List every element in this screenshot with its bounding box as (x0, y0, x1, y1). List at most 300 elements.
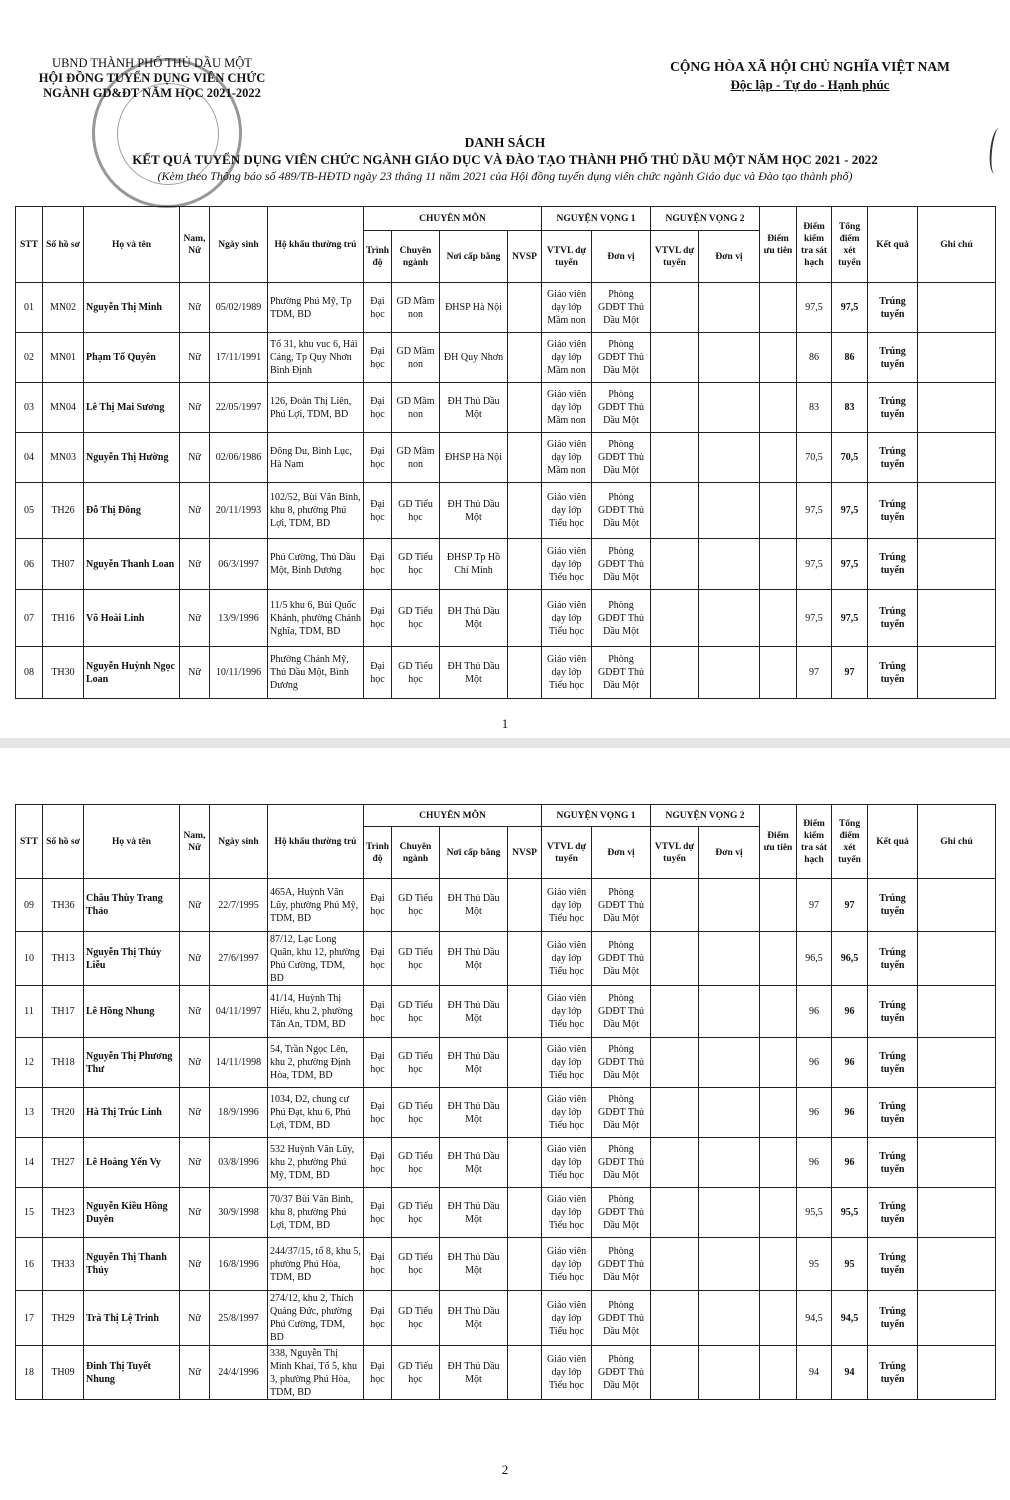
table-row (16, 1088, 996, 1138)
ket-qua-cell: Trúng tuyển (868, 539, 918, 590)
nvsp-cell (508, 879, 542, 932)
ket-qua-cell: Trúng tuyển (868, 1038, 918, 1088)
noi-cap-bang-cell: ĐH Thủ Dầu Một (440, 383, 508, 433)
col-so-ho-so: Số hồ sơ (43, 805, 84, 879)
so-ho-so-cell: MN03 (43, 433, 84, 483)
diem-uu-tien-cell (760, 383, 797, 433)
noi-cap-bang-cell: ĐH Thủ Dầu Một (440, 1038, 508, 1088)
chuyen-nganh-cell: GD Tiểu học (392, 1291, 440, 1346)
ket-qua-cell: Trúng tuyển (868, 647, 918, 699)
birthdate-cell: 05/02/1989 (210, 283, 268, 333)
table-row (16, 879, 996, 932)
vtvl-1-cell: Giáo viên dạy lớp Tiểu học (542, 590, 592, 647)
ket-qua-cell: Trúng tuyển (868, 879, 918, 932)
col-don-vi-2: Đơn vị (699, 827, 760, 879)
chuyen-nganh-cell: GD Tiểu học (392, 1188, 440, 1238)
don-vi-2-cell (699, 1291, 760, 1346)
ket-qua-cell: Trúng tuyển (868, 1088, 918, 1138)
gender-cell: Nữ (180, 932, 210, 986)
birthdate-cell: 22/7/1995 (210, 879, 268, 932)
col-diem-uu-tien: Điểm ưu tiên (760, 207, 797, 283)
tong-diem-cell: 86 (832, 333, 868, 383)
table-row (16, 1291, 996, 1346)
col-nam-nu: Nam, Nữ (180, 207, 210, 283)
diem-uu-tien-cell (760, 283, 797, 333)
chuyen-nganh-cell: GD Tiểu học (392, 1138, 440, 1188)
diem-uu-tien-cell (760, 932, 797, 986)
ket-qua-cell: Trúng tuyển (868, 1238, 918, 1291)
don-vi-1-cell: Phòng GDĐT Thủ Dầu Một (592, 879, 651, 932)
diem-uu-tien-cell (760, 1291, 797, 1346)
nvsp-cell (508, 333, 542, 383)
gender-cell: Nữ (180, 590, 210, 647)
birthdate-cell: 02/06/1986 (210, 433, 268, 483)
ghi-chu-cell (918, 433, 996, 483)
so-ho-so-cell: TH27 (43, 1138, 84, 1188)
diem-kiem-tra-cell: 97,5 (797, 539, 832, 590)
nvsp-cell (508, 647, 542, 699)
vtvl-2-cell (651, 647, 699, 699)
address-cell: 274/12, khu 2, Thích Quảng Đức, phường Phú Cường, TDM, BD (268, 1291, 364, 1346)
national-motto-line-2: Độc lập - Tự do - Hạnh phúc (730, 77, 890, 92)
table-row (16, 1238, 996, 1291)
col-ho-ten: Họ và tên (84, 805, 180, 879)
trinh-do-cell: Đại học (364, 1238, 392, 1291)
noi-cap-bang-cell: ĐH Thủ Dầu Một (440, 1188, 508, 1238)
name-cell: Nguyễn Thanh Loan (84, 539, 180, 590)
tong-diem-cell: 94 (832, 1346, 868, 1400)
diem-kiem-tra-cell: 95,5 (797, 1188, 832, 1238)
stt-cell: 05 (16, 483, 43, 539)
gender-cell: Nữ (180, 283, 210, 333)
col-vtvl-1: VTVL dự tuyển (542, 231, 592, 283)
document-title (40, 135, 970, 185)
page-number: 1 (501, 716, 509, 731)
col-ket-qua: Kết quả (868, 805, 918, 879)
ghi-chu-cell (918, 283, 996, 333)
ghi-chu-cell (918, 986, 996, 1038)
noi-cap-bang-cell: ĐH Thủ Dầu Một (440, 986, 508, 1038)
trinh-do-cell: Đại học (364, 1038, 392, 1088)
vtvl-1-cell: Giáo viên dạy lớp Tiểu học (542, 879, 592, 932)
don-vi-2-cell (699, 383, 760, 433)
name-cell: Nguyễn Kiều Hồng Duyên (84, 1188, 180, 1238)
tong-diem-cell: 97 (832, 879, 868, 932)
col-so-ho-so: Số hồ sơ (43, 207, 84, 283)
col-group-nguyen-vong-1: NGUYỆN VỌNG 1 (542, 805, 651, 827)
noi-cap-bang-cell: ĐHSP Tp Hồ Chí Minh (440, 539, 508, 590)
trinh-do-cell: Đại học (364, 1088, 392, 1138)
don-vi-2-cell (699, 1346, 760, 1400)
col-diem-kiem-tra: Điểm kiểm tra sát hạch (797, 805, 832, 879)
nvsp-cell (508, 1238, 542, 1291)
ghi-chu-cell (918, 1346, 996, 1400)
col-nvsp: NVSP (508, 827, 542, 879)
birthdate-cell: 04/11/1997 (210, 986, 268, 1038)
gender-cell: Nữ (180, 647, 210, 699)
ket-qua-cell: Trúng tuyển (868, 433, 918, 483)
document-page-1 (0, 0, 1010, 738)
diem-kiem-tra-cell: 94,5 (797, 1291, 832, 1346)
ghi-chu-cell (918, 879, 996, 932)
table-row (16, 932, 996, 986)
noi-cap-bang-cell: ĐH Thủ Dầu Một (440, 483, 508, 539)
table-row (16, 1346, 996, 1400)
birthdate-cell: 27/6/1997 (210, 932, 268, 986)
birthdate-cell: 22/05/1997 (210, 383, 268, 433)
table-row (16, 1038, 996, 1088)
issuer-line-2: HỘI ĐỒNG TUYỂN DỤNG VIÊN CHỨC (38, 71, 266, 85)
diem-kiem-tra-cell: 97,5 (797, 590, 832, 647)
don-vi-2-cell (699, 333, 760, 383)
stt-cell: 16 (16, 1238, 43, 1291)
chuyen-nganh-cell: GD Tiểu học (392, 879, 440, 932)
stt-cell: 07 (16, 590, 43, 647)
don-vi-1-cell: Phòng GDĐT Thủ Dầu Một (592, 283, 651, 333)
name-cell: Lê Hoàng Yến Vy (84, 1138, 180, 1188)
birthdate-cell: 06/3/1997 (210, 539, 268, 590)
gender-cell: Nữ (180, 1291, 210, 1346)
don-vi-2-cell (699, 1038, 760, 1088)
nvsp-cell (508, 383, 542, 433)
vtvl-2-cell (651, 1088, 699, 1138)
trinh-do-cell: Đại học (364, 1291, 392, 1346)
noi-cap-bang-cell: ĐH Thủ Dầu Một (440, 590, 508, 647)
ghi-chu-cell (918, 647, 996, 699)
diem-uu-tien-cell (760, 333, 797, 383)
don-vi-2-cell (699, 590, 760, 647)
don-vi-2-cell (699, 1138, 760, 1188)
trinh-do-cell: Đại học (364, 433, 392, 483)
birthdate-cell: 17/11/1991 (210, 333, 268, 383)
tong-diem-cell: 97,5 (832, 539, 868, 590)
birthdate-cell: 14/11/1998 (210, 1038, 268, 1088)
col-vtvl-1: VTVL dự tuyển (542, 827, 592, 879)
stt-cell: 10 (16, 932, 43, 986)
address-cell: 70/37 Bùi Văn Bình, khu 8, phường Phú Lợi, TDM, BD (268, 1188, 364, 1238)
vtvl-2-cell (651, 283, 699, 333)
address-cell: Đông Du, Bình Lục, Hà Nam (268, 433, 364, 483)
ket-qua-cell: Trúng tuyển (868, 383, 918, 433)
nvsp-cell (508, 590, 542, 647)
address-cell: 338, Nguyễn Thị Minh Khai, Tổ 5, khu 3, phường Phú Hòa, TDM, BD (268, 1346, 364, 1400)
table-row (16, 1138, 996, 1188)
stt-cell: 02 (16, 333, 43, 383)
noi-cap-bang-cell: ĐH Thủ Dầu Một (440, 1291, 508, 1346)
ket-qua-cell: Trúng tuyển (868, 483, 918, 539)
results-table-page-1 (15, 206, 996, 699)
col-trinh-do: Trình độ (364, 827, 392, 879)
vtvl-2-cell (651, 539, 699, 590)
table-row (16, 433, 996, 483)
ghi-chu-cell (918, 590, 996, 647)
don-vi-1-cell: Phòng GDĐT Thủ Dầu Một (592, 1188, 651, 1238)
stt-cell: 17 (16, 1291, 43, 1346)
so-ho-so-cell: TH29 (43, 1291, 84, 1346)
nvsp-cell (508, 1188, 542, 1238)
ghi-chu-cell (918, 1188, 996, 1238)
vtvl-1-cell: Giáo viên dạy lớp Mầm non (542, 433, 592, 483)
table-row (16, 383, 996, 433)
so-ho-so-cell: TH36 (43, 879, 84, 932)
noi-cap-bang-cell: ĐH Thủ Dầu Một (440, 1346, 508, 1400)
col-ghi-chu: Ghi chú (918, 207, 996, 283)
tong-diem-cell: 97,5 (832, 483, 868, 539)
don-vi-2-cell (699, 986, 760, 1038)
vtvl-2-cell (651, 879, 699, 932)
stt-cell: 06 (16, 539, 43, 590)
vtvl-1-cell: Giáo viên dạy lớp Tiểu học (542, 986, 592, 1038)
chuyen-nganh-cell: GD Mầm non (392, 333, 440, 383)
tong-diem-cell: 95,5 (832, 1188, 868, 1238)
trinh-do-cell: Đại học (364, 483, 392, 539)
vtvl-1-cell: Giáo viên dạy lớp Tiểu học (542, 1038, 592, 1088)
stt-cell: 09 (16, 879, 43, 932)
diem-kiem-tra-cell: 96 (797, 1138, 832, 1188)
tong-diem-cell: 70,5 (832, 433, 868, 483)
diem-kiem-tra-cell: 97 (797, 647, 832, 699)
vtvl-1-cell: Giáo viên dạy lớp Tiểu học (542, 1238, 592, 1291)
table-row (16, 539, 996, 590)
diem-kiem-tra-cell: 86 (797, 333, 832, 383)
diem-uu-tien-cell (760, 879, 797, 932)
so-ho-so-cell: MN04 (43, 383, 84, 433)
trinh-do-cell: Đại học (364, 283, 392, 333)
so-ho-so-cell: TH23 (43, 1188, 84, 1238)
ghi-chu-cell (918, 1238, 996, 1291)
gender-cell: Nữ (180, 333, 210, 383)
ket-qua-cell: Trúng tuyển (868, 283, 918, 333)
col-chuyen-nganh: Chuyên ngành (392, 231, 440, 283)
tong-diem-cell: 97 (832, 647, 868, 699)
diem-kiem-tra-cell: 95 (797, 1238, 832, 1291)
col-ngay-sinh: Ngày sinh (210, 805, 268, 879)
ghi-chu-cell (918, 1291, 996, 1346)
table-row (16, 986, 996, 1038)
national-header (640, 58, 980, 94)
so-ho-so-cell: TH26 (43, 483, 84, 539)
vtvl-1-cell: Giáo viên dạy lớp Mầm non (542, 283, 592, 333)
col-trinh-do: Trình độ (364, 231, 392, 283)
noi-cap-bang-cell: ĐH Thủ Dầu Một (440, 1238, 508, 1291)
name-cell: Trà Thị Lệ Trinh (84, 1291, 180, 1346)
vtvl-2-cell (651, 932, 699, 986)
vtvl-1-cell: Giáo viên dạy lớp Tiểu học (542, 1188, 592, 1238)
don-vi-1-cell: Phòng GDĐT Thủ Dầu Một (592, 433, 651, 483)
col-ket-qua: Kết quả (868, 207, 918, 283)
so-ho-so-cell: TH07 (43, 539, 84, 590)
col-group-nguyen-vong-2: NGUYỆN VỌNG 2 (651, 805, 760, 827)
noi-cap-bang-cell: ĐH Thủ Dầu Một (440, 647, 508, 699)
chuyen-nganh-cell: GD Tiểu học (392, 590, 440, 647)
trinh-do-cell: Đại học (364, 383, 392, 433)
title-line-3: (Kèm theo Thông báo số 489/TB-HĐTD ngày 23 tháng 11 năm 2021 của Hội đồng tuyển dụng viên chức ngành Giáo dục và Đào tạo thành phố) (157, 169, 853, 183)
nvsp-cell (508, 483, 542, 539)
ghi-chu-cell (918, 383, 996, 433)
birthdate-cell: 18/9/1996 (210, 1088, 268, 1138)
stt-cell: 15 (16, 1188, 43, 1238)
so-ho-so-cell: TH16 (43, 590, 84, 647)
birthdate-cell: 10/11/1996 (210, 647, 268, 699)
address-cell: 244/37/15, tổ 8, khu 5, phường Phú Hòa, TDM, BD (268, 1238, 364, 1291)
noi-cap-bang-cell: ĐH Quy Nhơn (440, 333, 508, 383)
gender-cell: Nữ (180, 1038, 210, 1088)
don-vi-1-cell: Phòng GDĐT Thủ Dầu Một (592, 383, 651, 433)
gender-cell: Nữ (180, 1238, 210, 1291)
don-vi-2-cell (699, 283, 760, 333)
trinh-do-cell: Đại học (364, 539, 392, 590)
address-cell: 126, Đoàn Thị Liên, Phú Lợi, TDM, BD (268, 383, 364, 433)
diem-uu-tien-cell (760, 590, 797, 647)
name-cell: Lê Hồng Nhung (84, 986, 180, 1038)
col-group-chuyen-mon: CHUYÊN MÔN (364, 207, 542, 231)
address-cell: Phường Phú Mỹ, Tp TDM, BD (268, 283, 364, 333)
chuyen-nganh-cell: GD Tiểu học (392, 986, 440, 1038)
don-vi-1-cell: Phòng GDĐT Thủ Dầu Một (592, 1038, 651, 1088)
address-cell: 1034, D2, chung cư Phú Đạt, khu 6, Phú Lợi, TDM, BD (268, 1088, 364, 1138)
don-vi-1-cell: Phòng GDĐT Thủ Dầu Một (592, 647, 651, 699)
name-cell: Nguyễn Thị Hường (84, 433, 180, 483)
noi-cap-bang-cell: ĐH Thủ Dầu Một (440, 879, 508, 932)
trinh-do-cell: Đại học (364, 647, 392, 699)
don-vi-1-cell: Phòng GDĐT Thủ Dầu Một (592, 539, 651, 590)
vtvl-2-cell (651, 333, 699, 383)
chuyen-nganh-cell: GD Tiểu học (392, 932, 440, 986)
col-chuyen-nganh: Chuyên ngành (392, 827, 440, 879)
nvsp-cell (508, 986, 542, 1038)
ket-qua-cell: Trúng tuyển (868, 1138, 918, 1188)
col-stt: STT (16, 805, 43, 879)
address-cell: 87/12, Lạc Long Quân, khu 12, phường Phú Cường, TDM, BD (268, 932, 364, 986)
issuer-line-3: NGÀNH GD&ĐT NĂM HỌC 2021-2022 (43, 86, 261, 100)
chuyen-nganh-cell: GD Tiểu học (392, 1238, 440, 1291)
diem-kiem-tra-cell: 97,5 (797, 283, 832, 333)
so-ho-so-cell: TH09 (43, 1346, 84, 1400)
vtvl-2-cell (651, 483, 699, 539)
name-cell: Châu Thùy Trang Thảo (84, 879, 180, 932)
diem-uu-tien-cell (760, 1088, 797, 1138)
col-noi-cap-bang: Nơi cấp bằng (440, 827, 508, 879)
gender-cell: Nữ (180, 539, 210, 590)
ghi-chu-cell (918, 1088, 996, 1138)
don-vi-1-cell: Phòng GDĐT Thủ Dầu Một (592, 333, 651, 383)
nvsp-cell (508, 283, 542, 333)
ket-qua-cell: Trúng tuyển (868, 1346, 918, 1400)
address-cell: 465A, Huỳnh Văn Lũy, phường Phú Mỹ, TDM, BD (268, 879, 364, 932)
don-vi-1-cell: Phòng GDĐT Thủ Dầu Một (592, 1346, 651, 1400)
nvsp-cell (508, 1138, 542, 1188)
diem-kiem-tra-cell: 70,5 (797, 433, 832, 483)
chuyen-nganh-cell: GD Tiểu học (392, 647, 440, 699)
ket-qua-cell: Trúng tuyển (868, 1291, 918, 1346)
col-don-vi-2: Đơn vị (699, 231, 760, 283)
don-vi-1-cell: Phòng GDĐT Thủ Dầu Một (592, 1088, 651, 1138)
gender-cell: Nữ (180, 383, 210, 433)
stt-cell: 11 (16, 986, 43, 1038)
ghi-chu-cell (918, 539, 996, 590)
col-stt: STT (16, 207, 43, 283)
address-cell: Phú Cường, Thủ Dầu Một, Bình Dương (268, 539, 364, 590)
gender-cell: Nữ (180, 879, 210, 932)
stt-cell: 12 (16, 1038, 43, 1088)
ghi-chu-cell (918, 1138, 996, 1188)
nvsp-cell (508, 1088, 542, 1138)
stt-cell: 14 (16, 1138, 43, 1188)
vtvl-2-cell (651, 1038, 699, 1088)
address-cell: 54, Trần Ngọc Lên, khu 2, phường Định Hòa, TDM, BD (268, 1038, 364, 1088)
ghi-chu-cell (918, 932, 996, 986)
vtvl-1-cell: Giáo viên dạy lớp Tiểu học (542, 1291, 592, 1346)
stt-cell: 08 (16, 647, 43, 699)
ghi-chu-cell (918, 333, 996, 383)
diem-kiem-tra-cell: 96,5 (797, 932, 832, 986)
noi-cap-bang-cell: ĐH Thủ Dầu Một (440, 932, 508, 986)
gender-cell: Nữ (180, 1346, 210, 1400)
page-number: 2 (501, 1462, 509, 1477)
name-cell: Phạm Tố Quyên (84, 333, 180, 383)
vtvl-1-cell: Giáo viên dạy lớp Tiểu học (542, 1138, 592, 1188)
chuyen-nganh-cell: GD Mầm non (392, 433, 440, 483)
national-motto-line-1: CỘNG HÒA XÃ HỘI CHỦ NGHĨA VIỆT NAM (670, 59, 950, 74)
stt-cell: 04 (16, 433, 43, 483)
results-table-page-2 (15, 804, 996, 1400)
name-cell: Đỗ Thị Đông (84, 483, 180, 539)
col-group-nguyen-vong-2: NGUYỆN VỌNG 2 (651, 207, 760, 231)
chuyen-nganh-cell: GD Tiểu học (392, 1088, 440, 1138)
vtvl-2-cell (651, 1346, 699, 1400)
diem-kiem-tra-cell: 97,5 (797, 483, 832, 539)
name-cell: Nguyễn Thị Phương Thư (84, 1038, 180, 1088)
vtvl-2-cell (651, 433, 699, 483)
don-vi-1-cell: Phòng GDĐT Thủ Dầu Một (592, 1291, 651, 1346)
name-cell: Võ Hoài Linh (84, 590, 180, 647)
don-vi-1-cell: Phòng GDĐT Thủ Dầu Một (592, 590, 651, 647)
noi-cap-bang-cell: ĐHSP Hà Nội (440, 433, 508, 483)
don-vi-2-cell (699, 483, 760, 539)
col-ghi-chu: Ghi chú (918, 805, 996, 879)
vtvl-1-cell: Giáo viên dạy lớp Tiểu học (542, 1088, 592, 1138)
col-vtvl-2: VTVL dự tuyển (651, 827, 699, 879)
address-cell: 532 Huỳnh Văn Lũy, khu 2, phường Phú Mỹ, TDM, BD (268, 1138, 364, 1188)
ket-qua-cell: Trúng tuyển (868, 1188, 918, 1238)
don-vi-2-cell (699, 433, 760, 483)
chuyen-nganh-cell: GD Tiểu học (392, 483, 440, 539)
diem-uu-tien-cell (760, 483, 797, 539)
diem-kiem-tra-cell: 97 (797, 879, 832, 932)
vtvl-1-cell: Giáo viên dạy lớp Tiểu học (542, 1346, 592, 1400)
name-cell: Nguyễn Thị Thúy Liễu (84, 932, 180, 986)
chuyen-nganh-cell: GD Mầm non (392, 283, 440, 333)
tong-diem-cell: 83 (832, 383, 868, 433)
diem-kiem-tra-cell: 96 (797, 986, 832, 1038)
diem-uu-tien-cell (760, 1346, 797, 1400)
tong-diem-cell: 96 (832, 1138, 868, 1188)
table-row (16, 483, 996, 539)
vtvl-2-cell (651, 1138, 699, 1188)
birthdate-cell: 03/8/1996 (210, 1138, 268, 1188)
diem-uu-tien-cell (760, 1038, 797, 1088)
birthdate-cell: 13/9/1996 (210, 590, 268, 647)
so-ho-so-cell: TH18 (43, 1038, 84, 1088)
diem-kiem-tra-cell: 96 (797, 1038, 832, 1088)
col-don-vi-1: Đơn vị (592, 827, 651, 879)
chuyen-nganh-cell: GD Mầm non (392, 383, 440, 433)
col-noi-cap-bang: Nơi cấp bằng (440, 231, 508, 283)
noi-cap-bang-cell: ĐH Thủ Dầu Một (440, 1088, 508, 1138)
don-vi-2-cell (699, 1188, 760, 1238)
so-ho-so-cell: MN01 (43, 333, 84, 383)
col-ho-khau: Hộ khẩu thường trú (268, 805, 364, 879)
